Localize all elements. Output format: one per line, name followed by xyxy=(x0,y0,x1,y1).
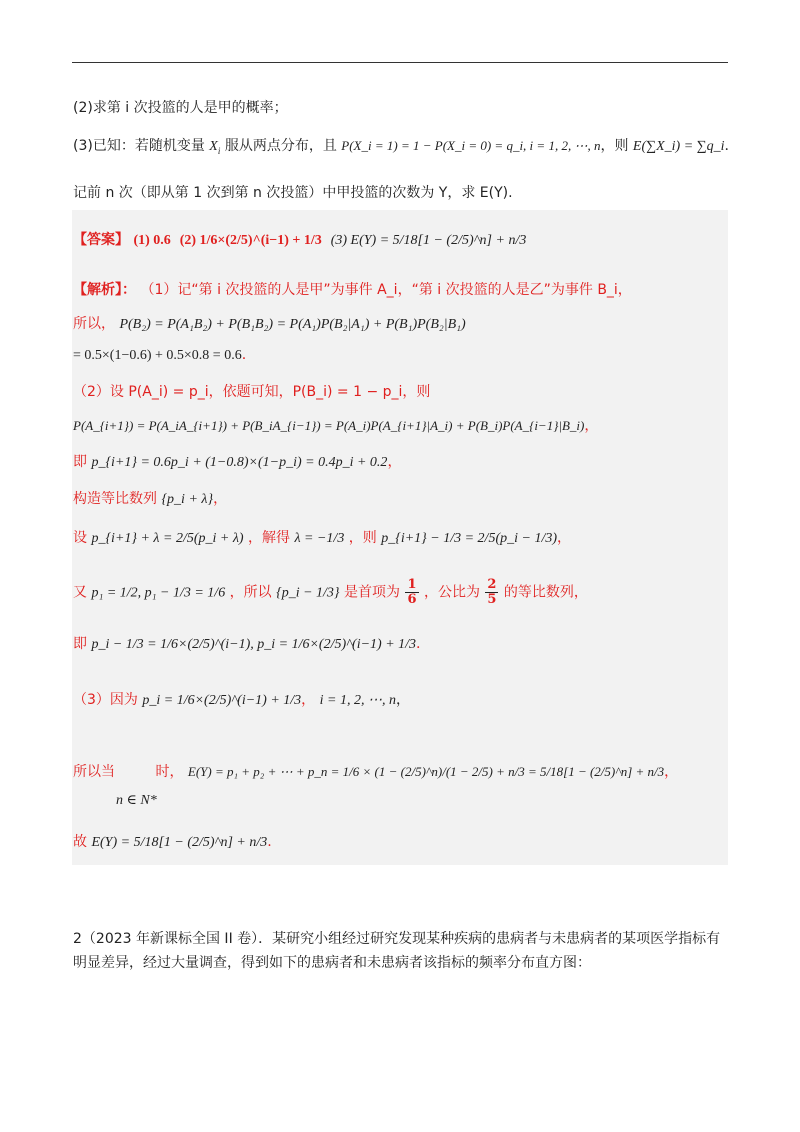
so-seq: {p_i − 1/3} xyxy=(276,585,340,601)
equation-4: p_{i+1} = 0.6p_i + (1−0.8)×(1−p_i) = 0.4p_i + 0.2 xyxy=(91,455,388,470)
ratio-fraction: $\frac{2}{5}$ xyxy=(487,577,497,607)
question-3-line-2: 记前 n 次（即从第 1 次到第 n 次投篮）中甲投篮的次数为 Y，求 E(Y). xyxy=(73,185,513,201)
problem-2-line-1: 2（2023 年新课标全国 II 卷）．某研究小组经过研究发现某种疾病的患病者与未患病者的某项医学指标有 xyxy=(73,931,721,947)
answer-label: 【答案】 xyxy=(73,232,129,248)
first-term-label: 是首项为 xyxy=(344,584,400,601)
equation-2: = 0.5×(1−0.6) + 0.5×0.8 = 0.6 xyxy=(73,348,242,363)
geo-end: 的等比数列， xyxy=(503,584,588,601)
answer-1: (1) 0.6 xyxy=(133,233,171,248)
analysis-ji-row: 即 p_i − 1/3 = 1/6×(2/5)^(i−1), p_i = 1/6×(2/5)^(i−1) + 1/3. xyxy=(73,636,421,652)
set-result: p_{i+1} − 1/3 = 2/5(p_i − 1/3) xyxy=(381,531,557,546)
problem-2-line-2: 明显差异，经过大量调查，得到如下的患病者和未患病者该指标的频率分布直方图： xyxy=(73,955,591,971)
equation-3: P(A_{i+1}) = P(A_iA_{i+1}) + P(B_iA_{i−1}) = P(A_i)P(A_{i+1}|A_i) + P(B_i)P(A_{i−1}|B_i) xyxy=(73,418,585,433)
answer-3: (3) E(Y) = 5/18[1 − (2/5)^n] + n/3 xyxy=(330,233,527,248)
analysis-geo-row: 构造等比数列 {p_i + λ}， xyxy=(73,491,228,507)
eq4-lead: 即 xyxy=(73,454,87,470)
dang-cond: n ∈ N* xyxy=(116,793,157,808)
header-rule xyxy=(72,62,728,63)
gu-lead: 故 xyxy=(73,834,87,850)
set-eq: p_{i+1} + λ = 2/5(p_i + λ) xyxy=(91,531,244,546)
lambda-value: λ = −1/3 xyxy=(294,531,345,546)
solve-lead: ，解得 xyxy=(248,530,291,546)
analysis-row-1 xyxy=(73,280,632,300)
answer-row xyxy=(73,230,526,251)
also-eq: p₁ = 1/2, p₁ − 1/3 = 1/6 xyxy=(91,585,226,601)
dang-shi: 时， xyxy=(155,764,184,780)
q3-mid: 服从两点分布，且 xyxy=(224,138,337,154)
analysis-3: （3）因为 xyxy=(73,692,138,708)
question-3: (3)已知：若随机变量 $X_i$ 服从两点分布，且 P(X_i = 1) = 1 − P(X_i = 0) = q_i, i = 1, 2, ⋯, n，则 E(∑X_i) = ∑q_i. xyxy=(73,138,729,156)
ey-eq: E(Y) = p₁ + p₂ + ⋯ + p_n = 1/6 × (1 − (2/5)^n)/(1 − 2/5) + n/3 = 5/18[1 − (2/5)^n] + n/3 xyxy=(187,764,665,779)
ji-lead: 即 xyxy=(73,636,87,652)
answer-2: (2) 1/6×(2/5)^(i−1) + 1/3 xyxy=(179,233,322,248)
analysis-set-row: 设 p_{i+1} + λ = 2/5(p_i + λ) ，解得 λ = −1/3 ，则 p_{i+1} − 1/3 = 2/5(p_i − 1/3)， xyxy=(73,530,571,546)
q3-lead: (3)已知：若随机变量 xyxy=(73,138,205,154)
ratio-label: ，公比为 xyxy=(423,584,480,601)
analysis-label: 【解析】： xyxy=(73,282,136,298)
dang-lead: 所以当 xyxy=(73,764,115,780)
geo-lead: 构造等比数列 xyxy=(73,491,157,507)
equation-1: P(B₂) = P(A₁B₂) + P(B₁B₂) = P(A₁)P(B₂|A₁) + P(B₁)P(B₂|B₁) xyxy=(119,317,466,332)
analysis-eq2-row: = 0.5×(1−0.6) + 0.5×0.8 = 0.6. xyxy=(73,347,247,363)
geo-seq: {p_i + λ} xyxy=(161,492,214,507)
analysis-3-row: （3）因为 p_i = 1/6×(2/5)^(i−1) + 1/3， i = 1, 2, ⋯, n， xyxy=(73,692,410,708)
question-2: (2)求第 i 次投篮的人是甲的概率； xyxy=(73,100,288,116)
analysis-1: （1）记“第 i 次投篮的人是甲”为事件 A_i，“第 i 次投篮的人是乙”为事件 B_i， xyxy=(140,282,632,298)
analysis-eq3-row: P(A_{i+1}) = P(A_iA_{i+1}) + P(B_iA_{i−1}) = P(A_i)P(A_{i+1}|A_i) + P(B_i)P(A_{i−1}|B_i)， xyxy=(73,418,599,434)
analysis-2: （2）设 P(A_i) = p_i，依题可知，P(B_i) = 1 − p_i，则 xyxy=(73,384,431,400)
q3-formula: E(∑X_i) = ∑q_i xyxy=(632,139,725,154)
analysis-eq4-row: 即 p_{i+1} = 0.6p_i + (1−0.8)×(1−p_i) = 0.4p_i + 0.2， xyxy=(73,454,402,470)
q3-cond: P(X_i = 1) = 1 − P(X_i = 0) = q_i, i = 1, 2, ⋯, n xyxy=(341,138,601,153)
ji-eq: p_i − 1/3 = 1/6×(2/5)^(i−1), p_i = 1/6×(2/5)^(i−1) + 1/3 xyxy=(91,637,417,652)
so-lead: ，所以 xyxy=(229,584,272,601)
a3-eq: p_i = 1/6×(2/5)^(i−1) + 1/3 xyxy=(142,693,302,708)
a3-range: i = 1, 2, ⋯, n xyxy=(319,693,396,708)
analysis-eq1-row xyxy=(73,314,466,335)
analysis-also-row xyxy=(73,578,588,607)
first-term-fraction: $\frac{1}{6}$ xyxy=(407,577,417,607)
also-lead: 又 xyxy=(73,584,87,601)
analysis-gu-row: 故 E(Y) = 5/18[1 − (2/5)^n] + n/3. xyxy=(73,834,272,850)
q3-then: ，则 xyxy=(600,138,629,154)
set-lead: 设 xyxy=(73,530,87,546)
then-label: ，则 xyxy=(348,530,377,546)
analysis-ey-row: 所以当 时， E(Y) = p₁ + p₂ + ⋯ + p_n = 1/6 × (1 − (2/5)^n)/(1 − 2/5) + n/3 = 5/18[1 − (2/5)^n] + n/3， xyxy=(73,764,679,780)
q3-var: $X_i$ xyxy=(209,139,221,156)
suoyi-label: 所以， xyxy=(73,316,115,332)
gu-eq: E(Y) = 5/18[1 − (2/5)^n] + n/3 xyxy=(91,835,268,850)
